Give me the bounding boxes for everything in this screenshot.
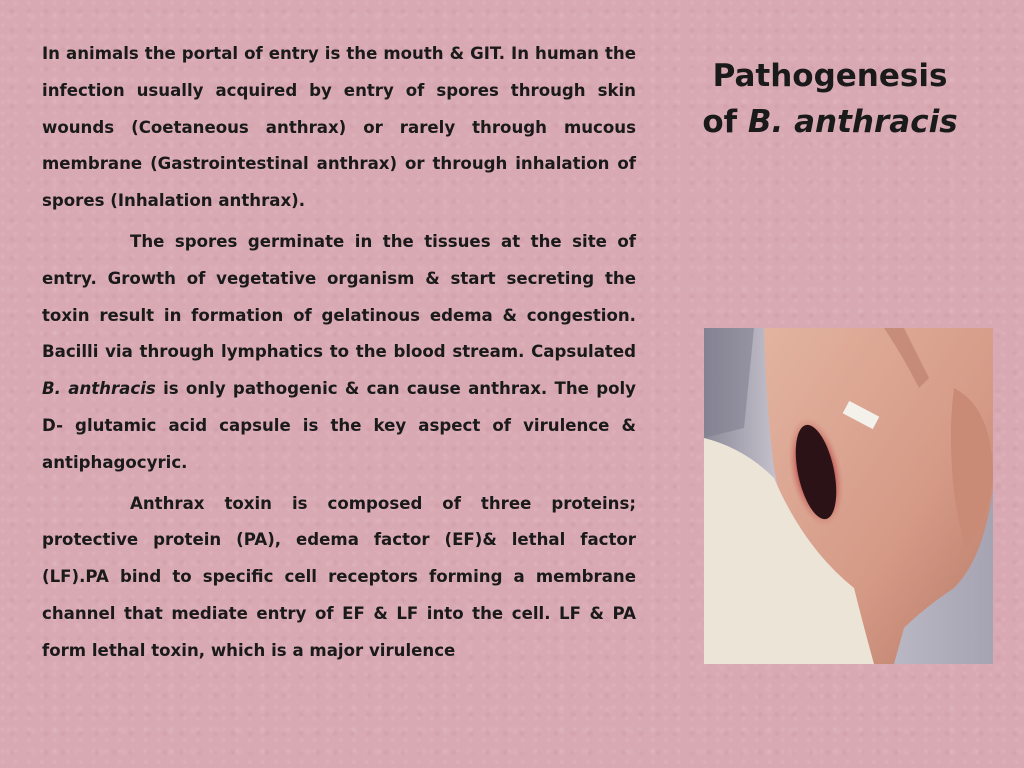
body-text (42, 36, 636, 674)
slide-title-line2 (680, 99, 980, 145)
paragraph-portal-of-entry: In animals the portal of entry is the mouth & GIT. In human the infection usually acquired by entry of spores through skin wounds (Coetaneous anthrax) or rarely through mucous membrane (Gastrointestinal anthrax) or through inhalation of spores (Inhalation anthrax). (42, 44, 636, 211)
paragraph-germination-start: The spores germinate in the tissues at the site of entry. Growth of vegetative organism & start secreting the toxin result in formation of gelatinous edema & congestion. Bacilli via through lymphatics to the blood stream. Capsulated (42, 231, 636, 362)
slide-title-species: B. anthracis (747, 104, 958, 140)
paragraph-germination (42, 224, 636, 482)
paragraph-germination-end: is only pathogenic & can cause anthrax. The poly D- glutamic acid capsule is the key aspect of virulence & antiphagocyric. (42, 379, 636, 472)
anthrax-lesion-photo (704, 328, 993, 664)
photo-illustration (704, 328, 993, 664)
slide-title-prefix: of (702, 104, 748, 140)
paragraph-germination-species: B. anthracis (42, 379, 156, 399)
slide-title (680, 53, 980, 145)
paragraph-anthrax-toxin: Anthrax toxin is composed of three proteins; protective protein (PA), edema factor (EF)& lethal factor (LF).PA bind to specific cell receptors forming a membrane channel that mediate entry of EF & LF into the cell. LF & PA form lethal toxin, which is a major virulence (42, 493, 636, 660)
slide-title-line1: Pathogenesis (712, 58, 948, 94)
